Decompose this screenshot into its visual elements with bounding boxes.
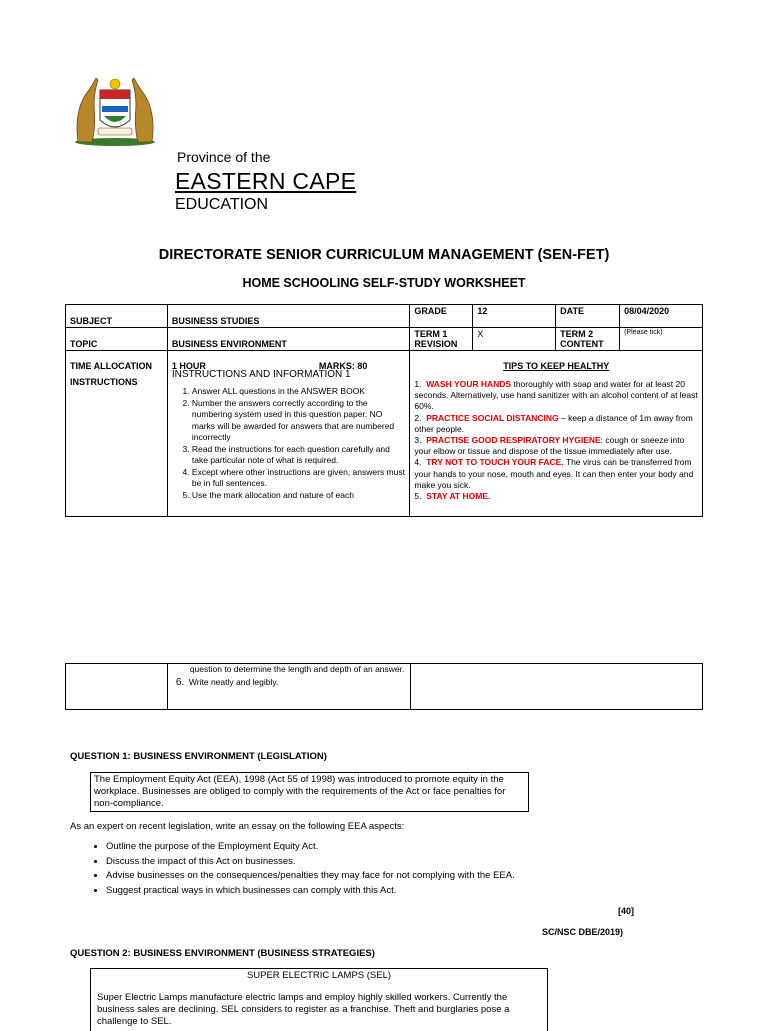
question2-scenario-box xyxy=(90,968,548,1031)
term1-label: TERM 1 REVISION xyxy=(410,328,473,351)
document-title: DIRECTORATE SENIOR CURRICULUM MANAGEMENT (SEN-FET) xyxy=(158,247,610,263)
instructions-label: INSTRUCTIONS xyxy=(70,377,138,387)
marks-value: MARKS: 80 xyxy=(318,361,368,371)
question1-intro: As an expert on recent legislation, write an essay on the following EEA aspects: xyxy=(70,821,405,832)
date-label: DATE xyxy=(556,305,620,328)
instruction-item: 1. Answer ALL questions in the ANSWER BOOK xyxy=(192,386,406,398)
subject-value-cell: BUSINESS STUDIES xyxy=(167,305,410,328)
instructions-list xyxy=(172,386,406,501)
tip-item: 5. STAY AT HOME. xyxy=(414,491,491,502)
question2-box-title: SUPER ELECTRIC LAMPS (SEL) xyxy=(246,970,392,981)
continuation-empty-cell xyxy=(66,664,168,710)
tick-note: (Please tick) xyxy=(620,328,703,351)
instruction-item-6: 6. Write neatly and legibly. xyxy=(175,676,279,688)
instruction-item: 2. Number the answers correctly according to the numbering system used in this question paper. NO marks will be awarded for answers that are numbered incorrectly xyxy=(192,398,406,444)
list-item: • Discuss the impact of this Act on businesses. xyxy=(106,855,706,870)
instruction-item: 4. Except where other instructions are given, answers must be in full sentences. xyxy=(192,467,406,490)
question1-title: QUESTION 1: BUSINESS ENVIRONMENT (LEGISLATION) xyxy=(70,751,327,762)
tip-item: 3. PRACTISE GOOD RESPIRATORY HYGIENE: cough or sneeze into your elbow or tissue and dispose of the tissue immediately after use. xyxy=(414,435,685,457)
department-name: EDUCATION xyxy=(175,196,269,213)
tips-list xyxy=(414,379,698,502)
instruction-item: 5. Use the mark allocation and nature of each xyxy=(192,490,406,502)
term1-tick: X xyxy=(473,328,556,351)
tip-item: 2. PRACTICE SOCIAL DISTANCING – keep a distance of 1m away from other people. xyxy=(414,412,693,434)
document-subtitle: HOME SCHOOLING SELF-STUDY WORKSHEET xyxy=(242,276,526,290)
continuation-table xyxy=(65,663,703,710)
tips-heading: TIPS TO KEEP HEALTHY xyxy=(503,361,610,371)
grade-label: GRADE xyxy=(410,305,473,328)
tip-item: 1. WASH YOUR HANDS thoroughly with soap and water for at least 20 seconds. Alternatively, use hand sanitizer with an alcohol content of at least 60%. xyxy=(414,379,698,412)
continuation-tips-cell xyxy=(410,664,703,710)
continuation-text: question to determine the length and depth of an answer. xyxy=(189,664,405,674)
instructions-heading: INSTRUCTIONS AND INFORMATION 1 xyxy=(171,369,351,380)
topic-label-cell: TOPIC xyxy=(66,328,168,351)
tip-item: 4. TRY NOT TO TOUCH YOUR FACE. The virus can be transferred from your hands to your nose, mouth and eyes. It can then enter your body and make you sick. xyxy=(414,457,694,490)
question2-title: QUESTION 2: BUSINESS ENVIRONMENT (BUSINESS STRATEGIES) xyxy=(70,948,375,959)
list-item: • Outline the purpose of the Employment Equity Act. xyxy=(106,840,706,855)
coat-of-arms-logo xyxy=(70,72,160,147)
time-allocation-value: 1 HOUR xyxy=(171,361,206,371)
question1-bullets xyxy=(78,840,706,898)
question1-scenario-box: The Employment Equity Act (EEA), 1998 (Act 55 of 1998) was introduced to promote equity in the workplace. Businesses are obliged to comply with the requirements of the Act or face penalties for non-compliance. xyxy=(90,772,529,812)
continuation-instructions-cell xyxy=(167,664,410,710)
question2-box-text: Super Electric Lamps manufacture electric lamps and employ highly skilled workers. Currently the business sales are declining. SEL considers to register as a franchise. Theft and burglaries pose a challenge to SEL. xyxy=(97,992,510,1027)
info-table xyxy=(65,304,703,517)
province-prefix: Province of the xyxy=(177,149,271,165)
instructions-cell xyxy=(167,351,410,517)
question1-marks: [40] xyxy=(617,906,634,916)
date-value: 08/04/2020 xyxy=(620,305,703,328)
province-name: EASTERN CAPE xyxy=(175,168,357,194)
list-item: • Advise businesses on the consequences/penalties they may face for not complying with the EEA. xyxy=(106,869,706,884)
topic-value-cell: BUSINESS ENVIRONMENT xyxy=(167,328,410,351)
term2-label: TERM 2 CONTENT xyxy=(556,328,620,351)
labels-cell xyxy=(66,351,168,517)
grade-value: 12 xyxy=(473,305,556,328)
tips-cell xyxy=(410,351,703,517)
time-allocation-label: TIME ALLOCATION xyxy=(70,361,152,371)
instruction-item: 3. Read the instructions for each question carefully and take particular note of what is required. xyxy=(192,444,406,467)
list-item: • Suggest practical ways in which businesses can comply with this Act. xyxy=(106,884,706,899)
subject-label-cell: SUBJECT xyxy=(66,305,168,328)
question1-source: SC/NSC DBE/2019) xyxy=(541,927,623,937)
